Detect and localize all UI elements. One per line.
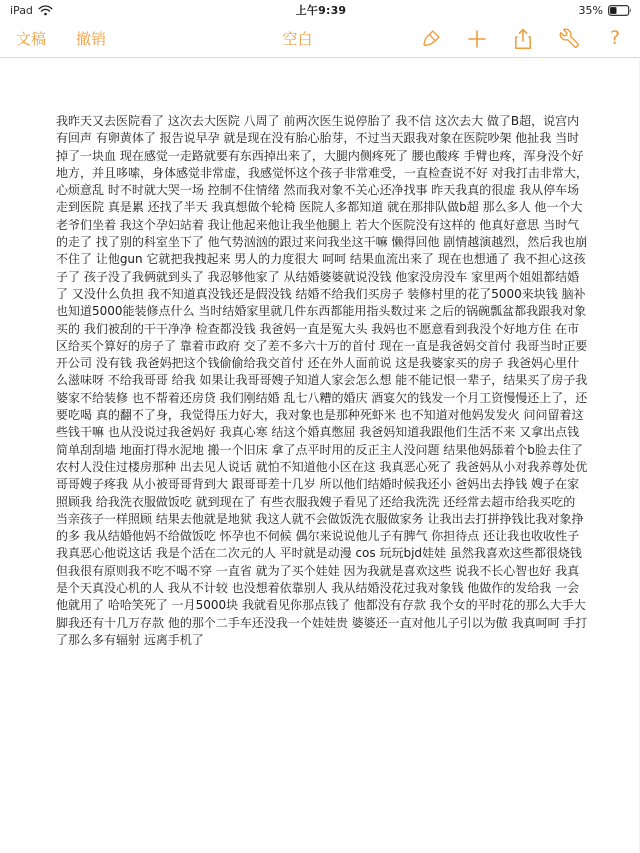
wrench-icon[interactable] xyxy=(558,28,580,50)
document-title[interactable]: 空白 xyxy=(282,30,313,48)
status-bar xyxy=(0,0,640,20)
battery-icon xyxy=(608,5,632,16)
share-icon[interactable] xyxy=(512,28,534,50)
toolbar-right xyxy=(401,28,626,50)
status-left xyxy=(10,4,130,17)
battery-percent: 35% xyxy=(578,3,603,17)
wifi-icon xyxy=(38,5,53,16)
toolbar xyxy=(0,20,640,58)
status-time: 上午9:39 xyxy=(295,4,347,17)
device-name: iPad xyxy=(10,3,33,17)
add-icon[interactable] xyxy=(466,28,488,50)
format-brush-icon[interactable] xyxy=(420,28,442,50)
undo-button[interactable]: 撤销 xyxy=(74,26,108,51)
documents-button[interactable]: 文稿 xyxy=(14,26,48,51)
help-glyph: ? xyxy=(609,27,621,49)
toolbar-left xyxy=(14,26,194,51)
document-page[interactable] xyxy=(0,59,640,853)
document-body-text[interactable]: 我昨天又去医院看了 这次去大医院 八周了 前两次医生说停胎了 我不信 这次去大 做了B超，说宫内有回声 有卵黄体了 报告说早孕 就是现在没有胎心胎芽，不过当天跟我对象在医院吵架 他扯我 当时掉了一块血 现在感觉一走路就要有东西掉出来了，大腿内侧疼死了 腰也酸疼 手臂也疼，浑身没个好地方，并且哆嗦，身体感觉非常虚，我感觉怀这个孩子非常难受，一直检查说不好 对我打击非常大，心烦意乱 时不时就大哭一场 控制不住情绪 然而我对象不关心还净找事 昨天我真的很虚 我从停车场走到医院 真是累 还找了半天 我真想做个轮椅 医院人多都知道 就在那排队做b超 那么多人 他一个大老爷们坐着 我这个孕妇站着 我让他起来他让我坐他腿上 若大个医院没有这样的 他真好意思 当时气的走了 找了别的科室坐下了 他气势汹汹的跟过来问我坐这干嘛 懒得回他 剧情越演越烈，然后我也崩不住了 让他gun 它就把我拽起来 男人的力度很大 呵呵 结果血流出来了 现在也想通了 我不担心这孩子了 孩子没了我俩就到头了 我忍够他家了 从结婚婆婆就说没钱 他家没房没车 家里两个姐姐都结婚了 又没什么负担 我不知道真没钱还是假没钱 结婚不给我们买房子 装修村里的花了5000来块钱 脑补也知道5000能装修点什么 当时结婚家里就几件东西都能用指头数过来 之后的锅碗瓢盆都我跟我对象买的 我们被刮的干干净净 检查都没钱 我爸妈一直是冤大头 我妈也不愿意看到我没个好地方住 在市区给买个算好的房子了 靠着市政府 交了差不多六十万的首付 现在一直是我爸妈交首付 我哥当时正要开公司 没有钱 我爸妈把这个钱偷偷给我交首付 还在外人面前说 这是我婆家买的房子 我爸妈心里什么滋味呀 不给我哥哥 给我 如果让我哥哥嫂子知道人家会怎么想 能不能记恨一辈子，结果买了房子我婆家不给装修 也不帮着还房贷 我们刚结婚 乱七八糟的婚庆 酒宴欠的钱发一个月工资慢慢还上了，还要吃喝 真的翻不了身，我觉得压力好大，我对象也是那种死虾米 也不知道对他妈发发火 问问留着这些钱干嘛 也从没说过我爸妈好 我真心寒 结这个婚真憋屈 我爸妈知道我跟他们生活不来 又拿出点钱简单刮刮墙 地面打得水泥地 搬一个旧床 拿了点平时用的反正主人没问题 结果他妈舔着个b脸去住了 农村人没住过楼房那种 出去见人说话 就怕不知道他小区在这 我真恶心死了 我爸妈从小对我养尊处优 哥哥嫂子疼我 从小被哥哥背到大 跟哥哥差十几岁 所以他们结婚时候我还小 爸妈出去挣钱 嫂子在家照顾我 给我洗衣服做饭吃 就到现在了 有些衣服我嫂子看见了还给我洗洗 还经常去超市给我买吃的 当亲孩子一样照顾 结果去他就是地狱 我这人就不会做饭洗衣服做家务 让我出去打拼挣钱比我对象挣的多 我从结婚他妈不给做饭吃 怀孕也不伺候 偶尔来说说他儿子有脾气 你担待点 还让我也收收性子 我真恶心他说这话 我是个活在二次元的人 平时就是动漫 cos 玩玩bjd娃娃 虽然我喜欢这些都很烧钱 但我很有原则我不吃不喝不穿 一直省 就为了买个娃娃 因为我就是喜欢这些 说我不长心智也好 我真是个天真没心机的人 我从不计较 也没想着依靠别人 我从结婚没花过我对象钱 他做作的发给我 一会他就用了 哈哈笑死了 一月5000块 我就看见你那点钱了 他都没有存款 我个女的平时花的那么大手大脚我还有十几万存款 他的那个二手车还没我一个娃娃贵 婆婆还一直对他儿子引以为傲 我真呵呵 手打了那么多有辐射 远离手机了 xyxy=(56,114,592,647)
status-right xyxy=(512,4,632,17)
help-icon[interactable] xyxy=(604,28,626,50)
